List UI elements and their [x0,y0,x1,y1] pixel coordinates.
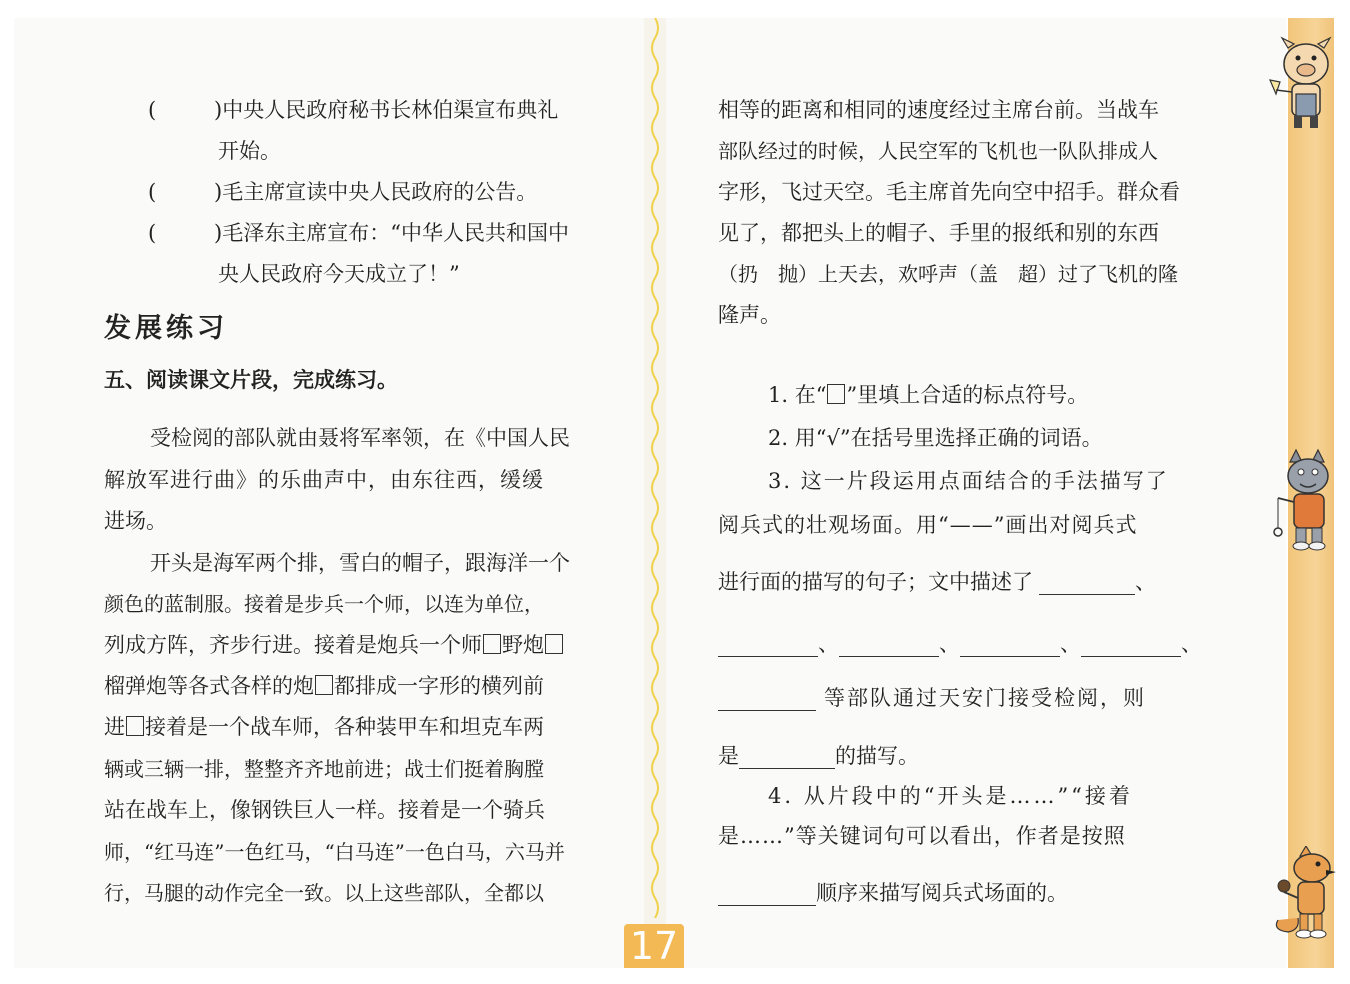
passage-line: 师，“红马连”一色红马，“白马连”一色白马，六马并 [104,840,565,864]
section-title: 发展练习 [104,313,228,344]
text-segment: 榴弹炮等各式各样的炮 [104,674,314,698]
answer-blank[interactable] [1081,634,1181,657]
list-item [148,96,558,124]
punctuation-box[interactable] [483,634,501,654]
item-text: 毛泽东主席宣布：“中华人民共和国中 [222,221,569,245]
question-4-line [718,879,1068,907]
passage-line: 颜色的蓝制服。接着是步兵一个师，以连为单位， [104,592,544,616]
paren-close: ) [214,221,223,245]
list-item [148,219,569,247]
item-text: 中央人民政府秘书长林伯渠宣布典礼 [222,98,559,122]
item-text: 毛主席宣读中央人民政府的公告。 [222,180,538,204]
text-segment: ”里填上合适的标点符号。 [846,383,1089,407]
wolf-character-icon [1268,448,1342,554]
paren-open: ( [148,98,157,122]
passage-line: 受检阅的部队就由聂将军率领，在《中国人民 [150,426,570,450]
separator: 、 [818,632,839,656]
text-segment: 进 [104,715,125,739]
text-segment: 等部队通过天安门接受检阅，则 [824,686,1146,710]
passage-line: 见了，都把头上的帽子、手里的报纸和别的东西 [718,221,1159,245]
question-4-line: 是……”等关键词句可以看出，作者是按照 [718,824,1126,848]
item-continuation: 开始。 [218,139,281,163]
passage-line: 辆或三辆一排，整整齐齐地前进；战士们挺着胸膛 [104,757,544,781]
question-3-line [718,684,1146,712]
passage-line: 站在战车上，像钢铁巨人一样。接着是一个骑兵 [104,798,545,822]
paren-close: ) [214,98,223,122]
passage-line: 行，马腿的动作完全一致。以上这些部队，全都以 [104,881,544,905]
passage-line: 隆声。 [718,303,781,327]
punctuation-box[interactable] [315,675,333,695]
pig-character-icon [1262,36,1342,132]
separator: 、 [939,632,960,656]
question-3-line [718,568,1156,596]
question-4: 4. 从片段中的“开头是……”“接着 [768,784,1133,808]
passage-line: 部队经过的时候，人民空军的飞机也一队队排成人 [718,139,1158,163]
text-segment: 顺序来描写阅兵式场面的。 [816,881,1068,905]
answer-blank[interactable] [960,634,1060,657]
passage-line: （扔 抛）上天去，欢呼声（盖 超）过了飞机的隆 [718,262,1178,286]
answer-blank[interactable] [718,688,816,711]
answer-blanks-line [718,630,1202,658]
answer-blank[interactable] [718,634,818,657]
paren-open: ( [148,221,157,245]
paren-open: ( [148,180,157,204]
question-3-line [718,742,919,770]
passage-line [104,713,544,741]
exercise-title: 五、阅读课文片段，完成练习。 [104,368,398,392]
answer-blank[interactable] [839,634,939,657]
punctuation-box[interactable] [126,716,144,736]
page-number: 17 [624,924,684,968]
answer-blank[interactable] [739,746,835,769]
text-segment: 列成方阵，齐步行进。接着是炮兵一个师 [104,633,482,657]
punctuation-box[interactable] [545,634,563,654]
text-segment: 野炮 [502,633,544,657]
box-symbol [827,384,845,404]
text-segment: 都排成一字形的横列前 [334,674,544,698]
text-segment: 进行面的描写的句子；文中描述了 [718,570,1033,594]
passage-line: 解放军进行曲》的乐曲声中，由东往西，缓缓 [104,468,544,492]
passage-line: 相等的距离和相同的速度经过主席台前。当战车 [718,98,1159,122]
passage-line: 字形，飞过天空。毛主席首先向空中招手。群众看 [718,180,1180,204]
paren-close: ) [214,180,223,204]
book-spine [644,18,666,968]
passage-line [104,672,544,700]
answer-blank[interactable] [718,883,816,906]
text-segment: 1. 在“ [768,383,827,407]
passage-line: 进场。 [104,509,167,533]
question-3-line: 阅兵式的壮观场面。用“——”画出对阅兵式 [718,513,1138,537]
text-segment: 接着是一个战车师，各种装甲车和坦克车两 [145,715,544,739]
item-continuation: 央人民政府今天成立了！” [218,262,460,286]
answer-blank[interactable] [1039,572,1135,595]
separator: 、 [1060,632,1081,656]
list-item [148,178,537,206]
question-3: 3. 这一片段运用点面结合的手法描写了 [768,469,1169,493]
text-segment: 是 [718,744,739,768]
fox-character-icon [1270,846,1342,942]
passage-line [104,631,564,659]
passage-line: 开头是海军两个排，雪白的帽子，跟海洋一个 [150,551,570,575]
text-segment: 的描写。 [835,744,919,768]
separator: 、 [1181,632,1202,656]
question-1 [768,381,1088,409]
question-2: 2. 用“√”在括号里选择正确的词语。 [768,426,1103,450]
separator: 、 [1135,570,1156,594]
